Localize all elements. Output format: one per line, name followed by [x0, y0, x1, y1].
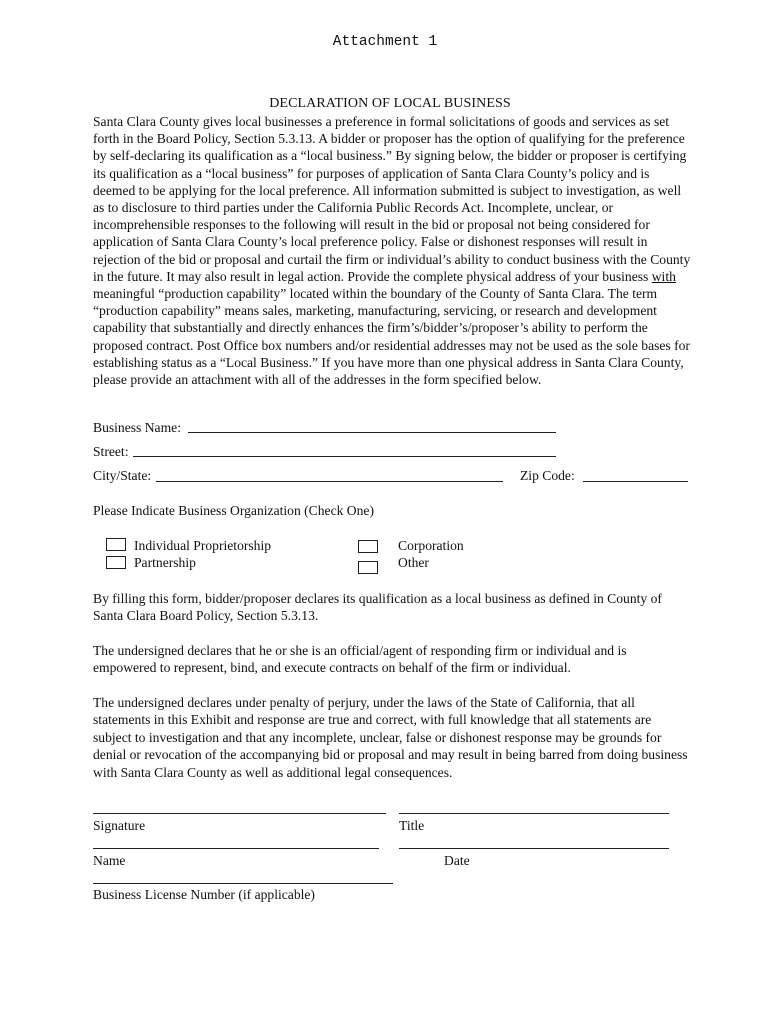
checkbox-partnership[interactable] [106, 556, 126, 569]
date-label: Date [444, 853, 470, 868]
checkbox-corporation[interactable] [358, 540, 378, 553]
city-state-input-line[interactable] [156, 481, 503, 482]
business-license-label: Business License Number (if applicable) [93, 887, 315, 902]
option-partnership: Partnership [134, 555, 196, 570]
business-license-line[interactable] [93, 883, 393, 884]
intro-paragraph [93, 113, 693, 388]
signature-label: Signature [93, 818, 146, 833]
declaration-paragraph-3: The undersigned declares under penalty of perjury, under the laws of the State of California, that all statements in this Exhibit and response are true and correct, with full knowledge that all statements are subject to investigation and that any incomplete, unclear, false or dishonest response may be grounds for denial or revocation of the accompanying bid or proposal and may result in being barred from doing business with Santa Clara County as well as additional legal consequences. [93, 695, 688, 780]
title-line[interactable] [399, 813, 669, 814]
name-line[interactable] [93, 848, 379, 849]
attachment-label: Attachment 1 [332, 34, 438, 50]
option-individual-proprietorship: Individual Proprietorship [134, 538, 272, 553]
street-input-line[interactable] [133, 456, 556, 457]
organization-prompt: Please Indicate Business Organization (Check One) [93, 503, 374, 518]
zip-code-label: Zip Code: [520, 468, 575, 483]
declaration-paragraph-2: The undersigned declares that he or she is an official/agent of responding firm or individual and is empowered to represent, bind, and execute contracts on behalf of the firm or individual. [93, 643, 627, 676]
checkbox-other[interactable] [358, 561, 378, 574]
checkbox-individual-proprietorship[interactable] [106, 538, 126, 551]
city-state-label: City/State: [93, 468, 152, 483]
date-line[interactable] [399, 848, 669, 849]
option-other: Other [398, 555, 429, 570]
intro-text-part1: Santa Clara County gives local businesses a preference in formal solicitations of goods and services as set forth in the Board Policy, Section 5.3.13. A bidder or proposer has the option of qualifying for the preference by self-declaring its qualification as a “local business.” By signing below, the bidder or proposer is certifying its qualification as a “local business” for purposes of application of Santa Clara County’s policy and is deemed to be applying for the local preference. All information submitted is subject to investigation, as well as to disclosure to third parties under the California Public Records Act. Incomplete, unclear, or incomprehensible responses to the following will result in the bid or proposal not being considered for application of Santa Clara County’s local preference policy. False or dishonest responses will result in rejection of the bid or proposal and curtail the firm or individual’s ability to conduct business with the County in the future. It may also result in legal action. Provide the complete physical address of your business [93, 114, 691, 284]
zip-code-input-line[interactable] [583, 481, 688, 482]
business-name-label: Business Name: [93, 420, 181, 435]
declaration-paragraph-1: By filling this form, bidder/proposer declares its qualification as a local business as defined in County of Santa Clara Board Policy, Section 5.3.13. [93, 591, 662, 624]
intro-with-underlined: with [651, 268, 676, 284]
title-label: Title [399, 818, 425, 833]
name-label: Name [93, 853, 126, 868]
option-corporation: Corporation [398, 538, 464, 553]
street-label: Street: [93, 444, 129, 459]
signature-line[interactable] [93, 813, 386, 814]
business-name-input-line[interactable] [188, 432, 556, 433]
document-title: DECLARATION OF LOCAL BUSINESS [269, 96, 511, 111]
intro-text-part2: meaningful “production capability” located within the boundary of the County of Santa Clara. The term “production capability” means sales, marketing, manufacturing, servicing, or research and development capability that substantially and directly enhances the firm’s/bidder’s/proposer’s ability to perform the proposed contract. Post Office box numbers and/or residential addresses may not be used as the sole bases for establishing status as a “Local Business.” If you have more than one physical address in Santa Clara County, please provide an attachment with all of the addresses in the form specified below. [93, 286, 690, 388]
